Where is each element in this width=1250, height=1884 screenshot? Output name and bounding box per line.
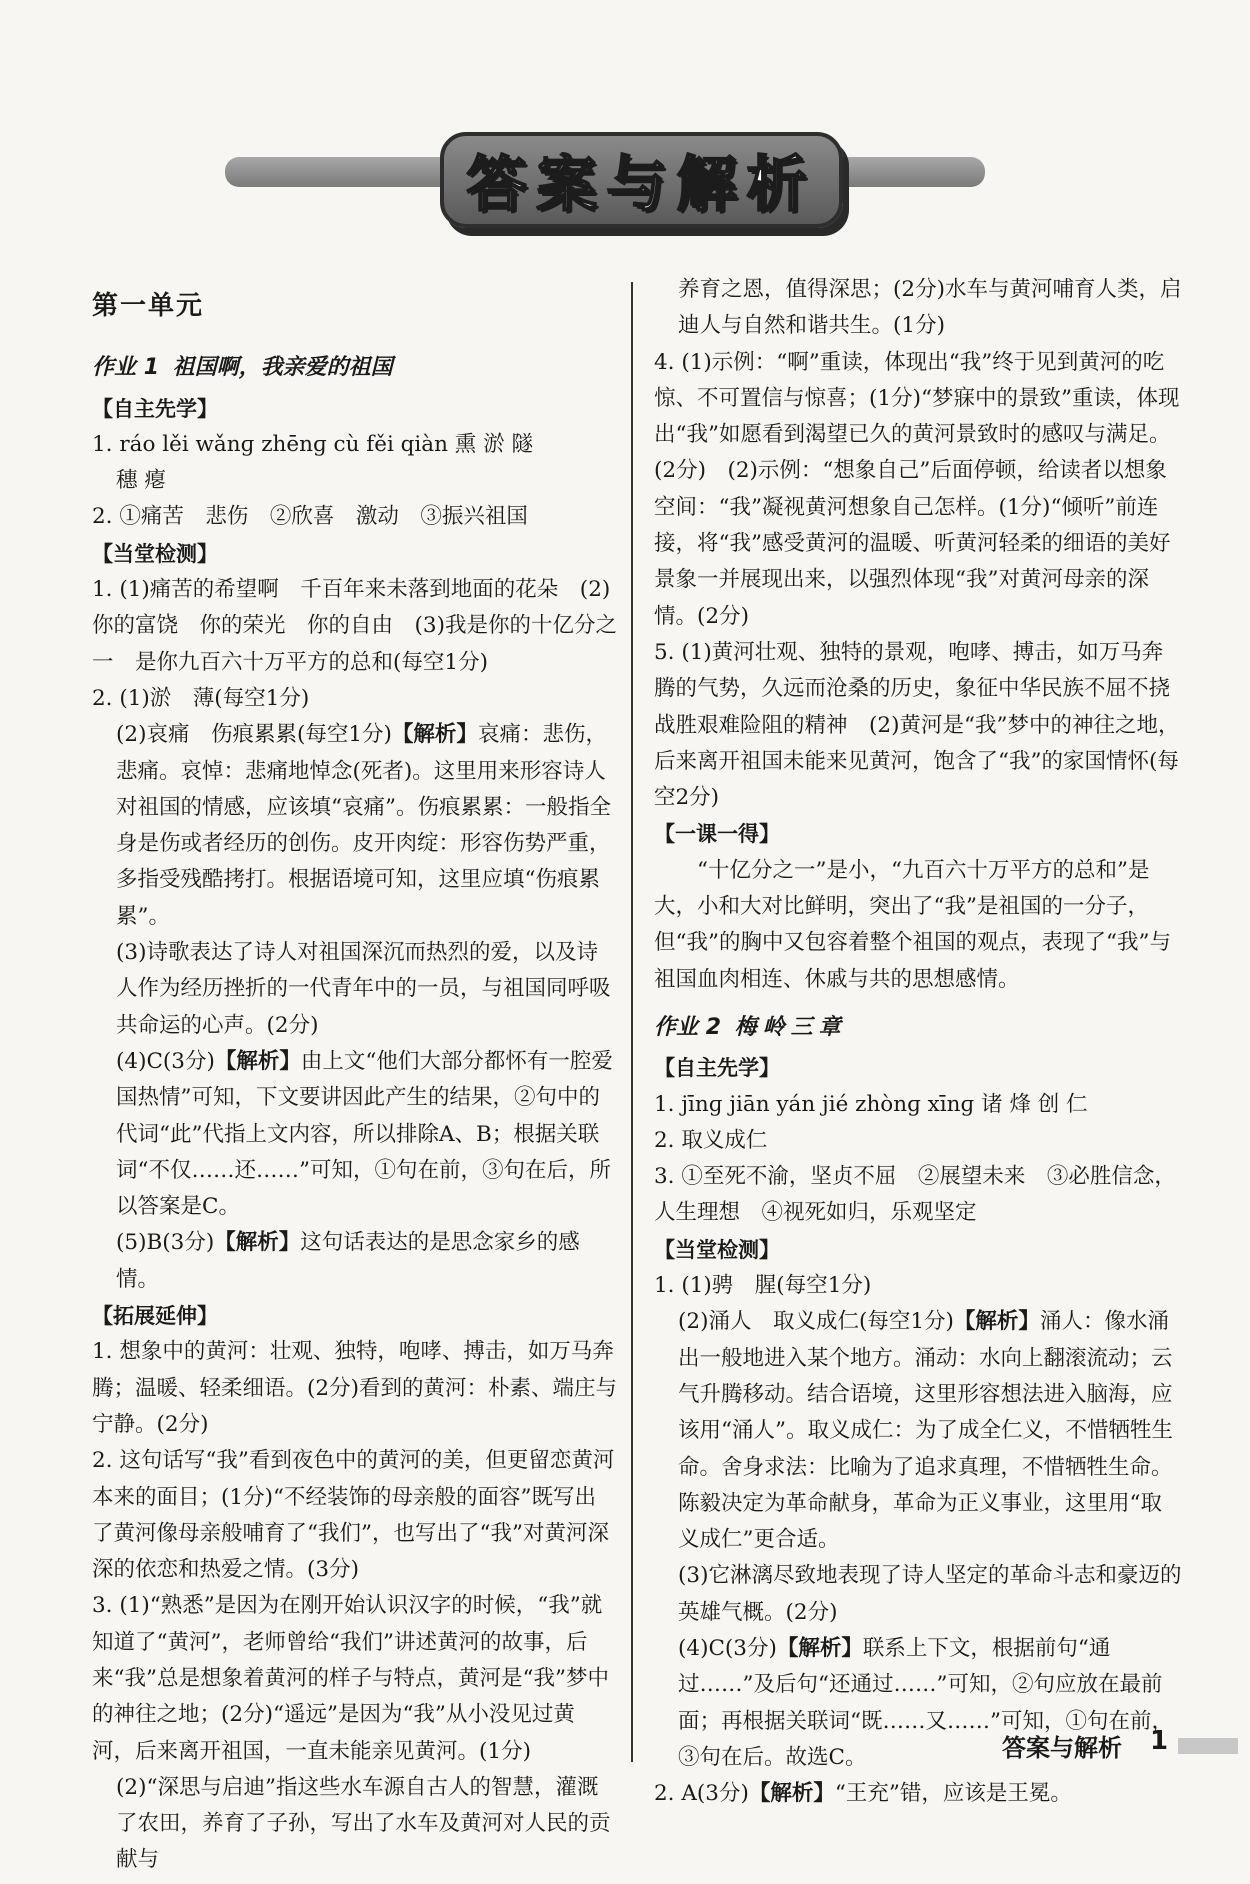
answer-line: 1. jīnɡ jiān yán jié zhònɡ xīnɡ 诸 烽 创 仁 xyxy=(654,1091,1088,1117)
answer-line: 2. ①痛苦 悲伤 ②欣喜 激动 ③振兴祖国 xyxy=(92,504,528,530)
homework-name: 梅岭三章 xyxy=(734,1014,847,1040)
bleed-through-text xyxy=(300,88,312,116)
answer-paragraph: 4. (1)示例：“啊”重读，体现出“我”终于见到黄河的吃惊、不可置信与惊喜；(1分)“梦寐中的景致”重读，体现出“我”如愿看到渴望已久的黄河景致时的感叹与满足。(2分) (2)示例：“想象自己”后面停顿，给读者以想象空间：“我”凝视黄河想象自己怎样。(1分)“倾听”前连接，将“我”感受黄河的温暖、听黄河轻柔的细语的美好景象一并展现出来，以强烈体现“我”对黄河母亲的深情。(2分) xyxy=(654,349,1180,629)
answer-paragraph: 1. (1)痛苦的希望啊 千百年来未落到地面的花朵 (2)你的富饶 你的荣光 你的自由 (3)我是你的十亿分之一 是你九百六十万平方的总和(每空1分) xyxy=(92,577,617,675)
answer-line: 1. ráo lěi wǎnɡ zhēnɡ cù fěi qiàn 熏 淤 隧 xyxy=(92,431,533,457)
section-label: 【当堂检测】 xyxy=(92,541,218,566)
answer-paragraph: 3. (1)“熟悉”是因为在刚开始认识汉字的时候，“我”就知道了“黄河”，老师曾给“我们”讲述黄河的故事，后来“我”总是想象着黄河的样子与特点，黄河是“我”梦中的神往之地；(2分)“遥远”是因为“我”从小没见过黄河，后来离开祖国，一直未能亲见黄河。(1分) xyxy=(92,1593,609,1764)
right-column xyxy=(654,272,1182,1812)
answer-text: (2)哀痛 伤痕累累(每空1分) xyxy=(116,722,392,748)
analysis-label: 【解析】 xyxy=(953,1309,1040,1335)
answer-paragraph: 5. (1)黄河壮观、独特的景观，咆哮、搏击，如万马奔腾的气势，久远而沧桑的历史，象征中华民族不屈不挠战胜艰难险阻的精神 (2)黄河是“我”梦中的神往之地，后来离开祖国未能来见黄河，饱含了“我”的家国情怀(每空2分) xyxy=(654,639,1180,811)
footer-title: 答案与解析 xyxy=(1002,1734,1122,1762)
page-banner xyxy=(440,132,843,228)
homework-title xyxy=(654,1010,1182,1046)
section-label: 【自主先学】 xyxy=(92,396,218,421)
answer-text: (4)C(3分) xyxy=(678,1635,777,1661)
answer-paragraph: (3)诗歌表达了诗人对祖国深沉而热烈的爱，以及诗人作为经历挫折的一代青年中的一员，与祖国同呼吸共命运的心声。(2分) xyxy=(116,940,611,1038)
answer-paragraph: 2. (1)淤 薄(每空1分) xyxy=(92,685,310,711)
answer-paragraph xyxy=(92,717,617,935)
answer-line: 2. 取义成仁 xyxy=(654,1127,768,1153)
answer-text: (5)B(3分) xyxy=(116,1230,215,1256)
answer-line: 穗 瘪 xyxy=(116,468,166,494)
analysis-text: 这句话表达的是思念家乡的感情。 xyxy=(116,1230,580,1292)
answer-paragraph: “十亿分之一”是小，“九百六十万平方的总和”是大，小和大对比鲜明，突出了“我”是祖国的一分子，但“我”的胸中又包容着整个祖国的观点，表现了“我”与祖国血肉相连、休戚与共的思想感情。 xyxy=(654,857,1171,992)
analysis-text: 哀痛：悲伤，悲痛。哀悼：悲痛地悼念(死者)。这里用来形容诗人对祖国的情感，应该填“哀痛”。伤痕累累：一般指全身是伤或者经历的创伤。皮开肉绽：形容伤势严重，多指受残酷拷打。根据语境可知，这里应填“伤痕累累”。 xyxy=(116,722,611,929)
analysis-label: 【解析】 xyxy=(776,1635,863,1661)
answer-paragraph: (3)它淋漓尽致地表现了诗人坚定的革命斗志和豪迈的英雄气概。(2分) xyxy=(678,1563,1182,1625)
footer-bar xyxy=(1178,1738,1238,1754)
answer-paragraph: 2. 这句话写“我”看到夜色中的黄河的美，但更留恋黄河本来的面目；(1分)“不经装饰的母亲般的面容”既写出了黄河像母亲般哺育了“我们”，也写出了“我”对黄河深深的依恋和热爱之情。(3分) xyxy=(92,1448,615,1583)
answer-paragraph: (2)“深思与启迪”指这些水车源自古人的智慧，灌溉了农田，养育了子孙，写出了水车及黄河对人民的贡献与 xyxy=(116,1774,611,1873)
page-number: 1 xyxy=(1150,1726,1169,1756)
homework-label: 作业 xyxy=(654,1014,699,1040)
homework-number: 1 xyxy=(143,355,159,381)
analysis-text: 涌人：像水涌出一般地进入某个地方。涌动：水向上翻滚流动；云气升腾移动。结合语境，这里形容想法进入脑海，应该用“涌人”。取义成仁：为了成全仁义，不惜牺牲生命。舍身求法：比喻为了追求真理，不惜牺牲生命。陈毅决定为革命献身，革命为正义事业，这里用“取义成仁”更合适。 xyxy=(678,1309,1173,1553)
answer-paragraph: 1. 想象中的黄河：壮观、独特，咆哮、搏击，如万马奔腾；温暖、轻柔细语。(2分)看到的黄河：朴素、端庄与宁静。(2分) xyxy=(92,1339,617,1437)
unit-title: 第一单元 xyxy=(92,291,205,321)
homework-name: 祖国啊，我亲爱的祖国 xyxy=(172,355,393,381)
answer-text: (2)涌人 取义成仁(每空1分) xyxy=(678,1309,954,1335)
homework-number: 2 xyxy=(705,1014,721,1040)
answer-paragraph: 1. (1)骋 腥(每空1分) xyxy=(654,1273,872,1299)
answer-paragraph: 3. ①至死不渝，坚贞不屈 ②展望未来 ③必胜信念，人生理想 ④视死如归，乐观坚定 xyxy=(654,1164,1176,1226)
section-label: 【一课一得】 xyxy=(654,822,780,847)
answer-paragraph xyxy=(654,1304,1182,1558)
page-title: 答案与解析 xyxy=(466,150,817,220)
analysis-label: 【解析】 xyxy=(214,1048,301,1074)
answer-paragraph xyxy=(92,1225,617,1298)
section-label: 【当堂检测】 xyxy=(654,1237,780,1262)
answer-paragraph xyxy=(654,1776,1182,1812)
left-column xyxy=(92,284,617,1879)
analysis-text: “王充”错，应该是王冕。 xyxy=(834,1781,1072,1807)
homework-label: 作业 xyxy=(92,355,137,381)
answer-text: (4)C(3分) xyxy=(116,1048,215,1074)
section-label: 【自主先学】 xyxy=(654,1056,780,1081)
answer-text: 2. A(3分) xyxy=(654,1781,749,1807)
analysis-label: 【解析】 xyxy=(391,722,478,748)
homework-title xyxy=(92,350,617,386)
analysis-text: 由上文“他们大部分都怀有一腔爱国热情”可知，下文要讲因此产生的结果，②句中的代词“此”代指上文内容，所以排除A、B；根据关联词“不仅……还……”可知，①句在前，③句在后，所以答案是C。 xyxy=(116,1048,613,1220)
analysis-text: 联系上下文，根据前句“通过……”及后句“还通过……”可知，②句应放在最前面；再根据关联词“既……又……”可知，①句在前，③句在后。故选C。 xyxy=(678,1635,1173,1770)
analysis-label: 【解析】 xyxy=(214,1230,301,1256)
column-divider xyxy=(631,282,633,1762)
analysis-label: 【解析】 xyxy=(748,1781,835,1807)
section-label: 【拓展延伸】 xyxy=(92,1304,218,1329)
answer-paragraph xyxy=(92,1044,617,1225)
answer-paragraph: 养育之恩，值得深思；(2分)水车与黄河哺育人类，启迪人与自然和谐共生。(1分) xyxy=(678,277,1182,339)
